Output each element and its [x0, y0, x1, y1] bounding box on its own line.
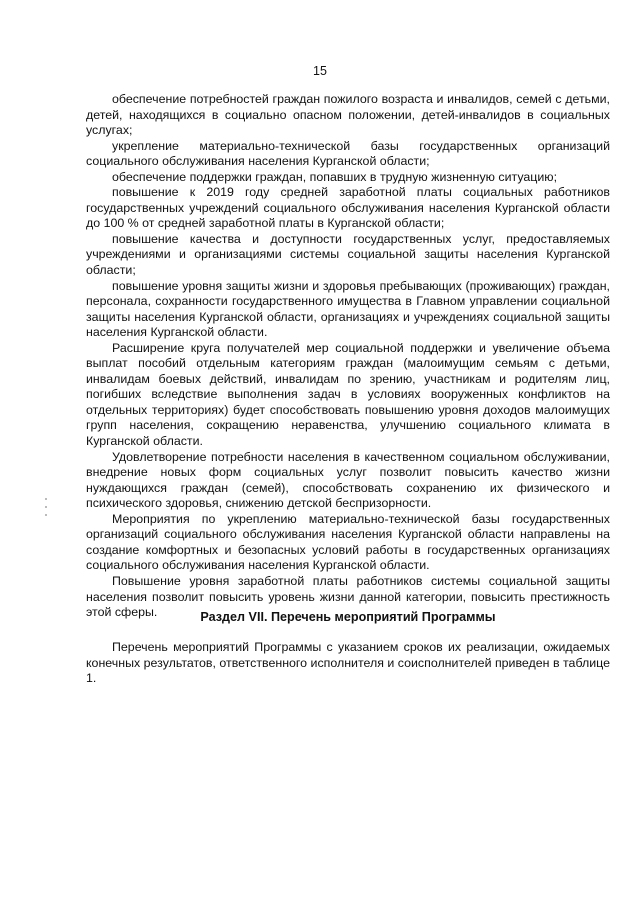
paragraph-social-needs: обеспечение потребностей граждан пожилого возраста и инвалидов, семей с детьми, детей, находящихся в социально опасном положении, детей-инвалидов в социальных услугах; — [86, 92, 610, 138]
page-number: 15 — [313, 64, 327, 78]
paragraph-service-quality: повышение качества и доступности государственных услуг, предоставляемых учреждениями и организациями системы социальной защиты населения Курганской области; — [86, 231, 610, 278]
body-text — [86, 92, 610, 621]
paragraph-wage-level: Повышение уровня заработной платы работников системы социальной защиты населения позволит повысить уровень жизни данной категории, повысить престижность этой сферы. — [86, 573, 610, 620]
paragraph-satisfaction: Удовлетворение потребности населения в качественном социальном обслуживании, внедрение новых форм социальных услуг позволит повысить качество жизни нуждающихся граждан (семей), способствовать сохранению их физического и психического здоровья, снижению детской беспризорности. — [86, 449, 610, 511]
paragraph-table-reference: Перечень мероприятий Программы с указанием сроков их реализации, ожидаемых конечных результатов, ответственного исполнителя и соисполнителей приведен в таблице 1. — [86, 640, 610, 686]
paragraph-material-base: укрепление материально-технической базы государственных организаций социального обслуживания населения Курганской области; — [86, 138, 610, 169]
paragraph-expansion: Расширение круга получателей мер социальной поддержки и увеличение объема выплат пособий отдельным категориям граждан (малоимущим семьям с детьми, инвалидам боевых действий, инвалидам по зрению, участникам и родителям лиц, погибших вследствие выполнения задач в условиях вооруженных конфликтов на отдельных территориях) будет способствовать повышению уровня доходов малоимущих групп населения, сокращению неравенства, улучшению социального климата в Курганской области. — [86, 340, 610, 449]
paragraph-salary-increase: повышение к 2019 году средней заработной платы социальных работников государственных учреждений социального обслуживания населения Курганской области до 100 % от средней заработной платы в Курганской области; — [86, 185, 610, 231]
paragraph-safety: повышение уровня защиты жизни и здоровья пребывающих (проживающих) граждан, персонала, сохранности государственного имущества в Главном управлении социальной защиты населения Курганской области, организациях и учреждениях социальной защиты населения Курганской области. — [86, 278, 610, 340]
closing-text — [86, 640, 610, 687]
scan-margin-marks — [44, 498, 50, 526]
paragraph-support: обеспечение поддержки граждан, попавших в трудную жизненную ситуацию; — [112, 169, 558, 184]
paragraph-measures: Мероприятия по укреплению материально-технической базы государственных организаций социального обслуживания населения Курганской области направлены на создание комфортных и безопасных условий работы в государственных организациях социального обслуживания населения Курганской области. — [86, 511, 610, 573]
section-heading: Раздел VII. Перечень мероприятий Программы — [200, 610, 496, 624]
